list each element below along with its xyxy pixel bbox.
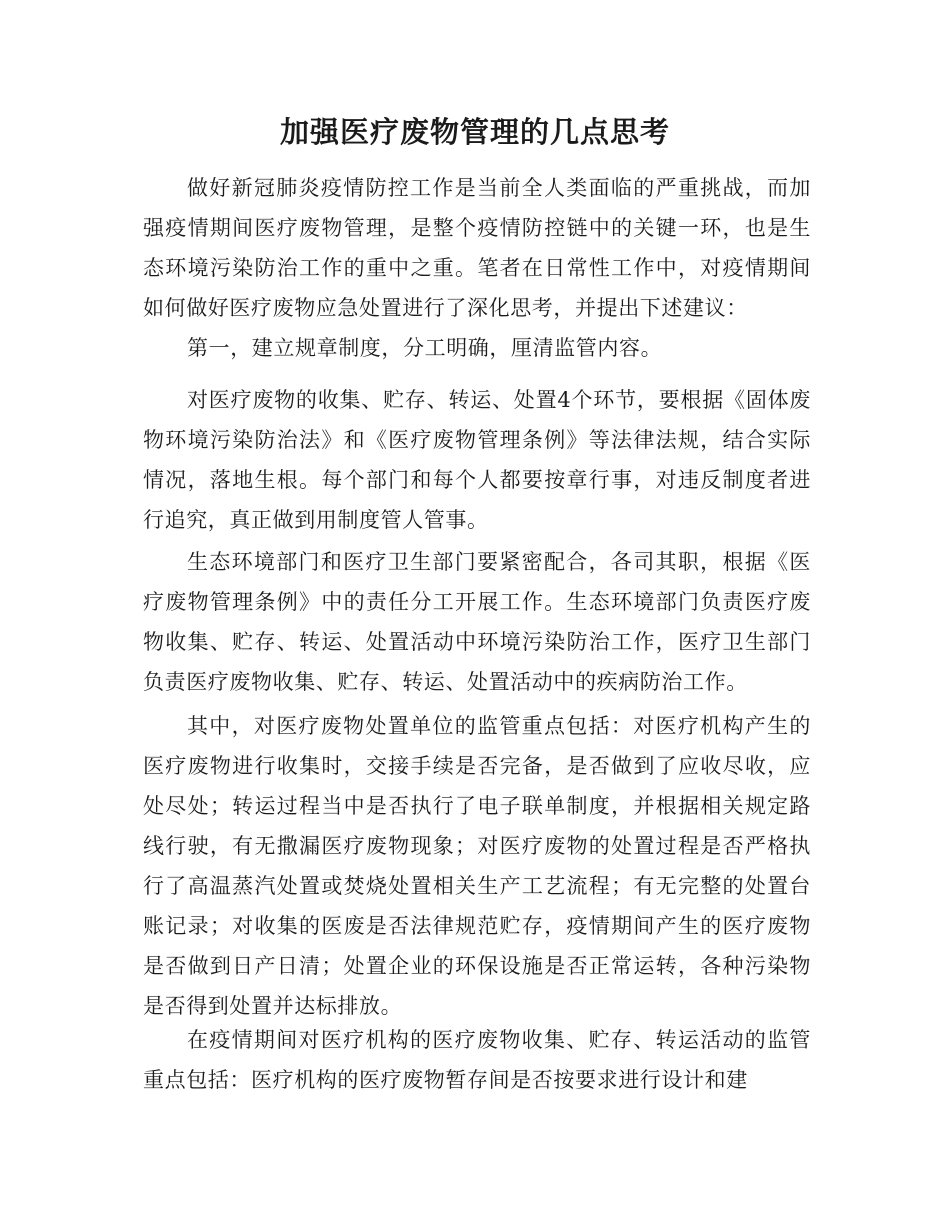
paragraph-institution-supervision: 在疫情期间对医疗机构的医疗废物收集、贮存、转运活动的监管重点包括：医疗机构的医疗废物暂存间是否按要求进行设计和建 (143, 1028, 811, 1092)
paragraph-four-stages: 对医疗废物的收集、贮存、转运、处置4个环节，要根据《固体废物环境污染防治法》和《医疗废物管理条例》等法律法规，结合实际情况，落地生根。每个部门和每个人都要按章行事，对违反制度者进行追究，真正做到用制度管人管事。 (143, 388, 811, 532)
paragraph-disposal-supervision: 其中，对医疗废物处置单位的监管重点包括：对医疗机构产生的医疗废物进行收集时，交接手续是否完备，是否做到了应收尽收，应处尽处；转运过程当中是否执行了电子联单制度，并根据相关规定路线行驶，有无撒漏医疗废物现象；对医疗废物的处置过程是否严格执行了高温蒸汽处置或焚烧处置相关生产工艺流程；有无完整的处置台账记录；对收集的医废是否法律规范贮存，疫情期间产生的医疗废物是否做到日产日清；处置企业的环保设施是否正常运转，各种污染物是否得到处置并达标排放。 (143, 714, 811, 1018)
paragraph-point-one: 第一，建立规章制度，分工明确，厘清监管内容。 (187, 336, 663, 360)
paragraph-intro: 做好新冠肺炎疫情防控工作是当前全人类面临的严重挑战，而加强疫情期间医疗废物管理，是整个疫情防控链中的关键一环，也是生态环境污染防治工作的重中之重。笔者在日常性工作中，对疫情期间如何做好医疗废物应急处置进行了深化思考，并提出下述建议： (143, 176, 811, 320)
paragraph-department-duties: 生态环境部门和医疗卫生部门要紧密配合，各司其职，根据《医疗废物管理条例》中的责任分工开展工作。生态环境部门负责医疗废物收集、贮存、转运、处置活动中环境污染防治工作，医疗卫生部门负责医疗废物收集、贮存、转运、处置活动中的疾病防治工作。 (143, 550, 811, 694)
document-title: 加强医疗废物管理的几点思考 (279, 115, 670, 149)
